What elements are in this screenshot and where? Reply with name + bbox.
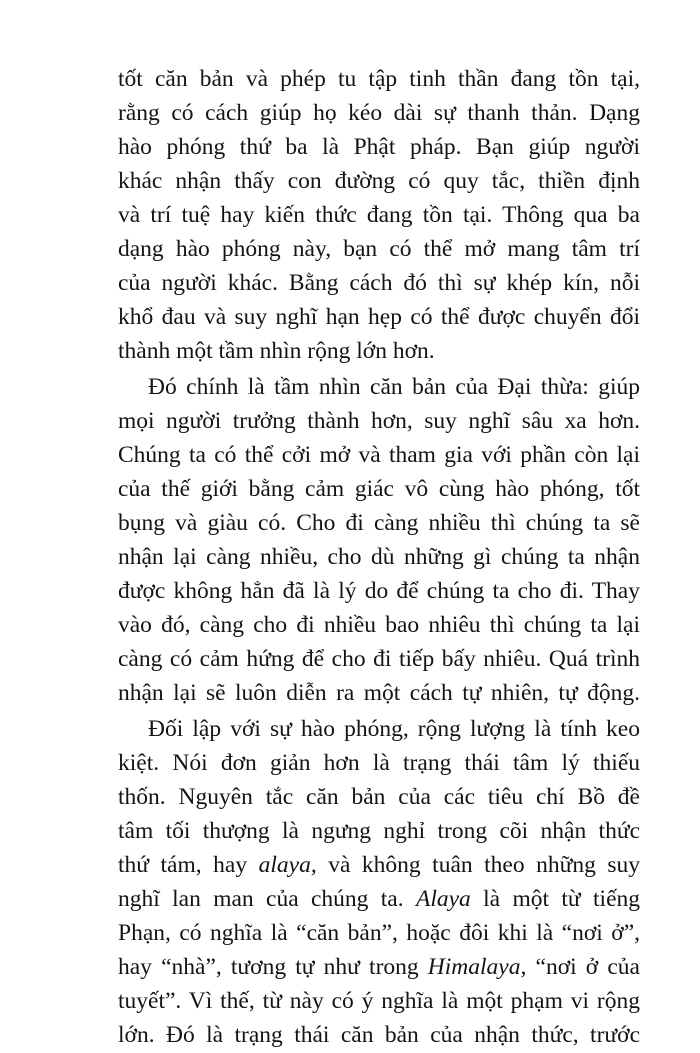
text-line: kiệt. Nói đơn giản hơn là trạng thái tâm lý thiếu — [118, 750, 640, 776]
text-line: của người khác. Bằng cách đó thì sự khép kín, nỗi — [118, 270, 640, 296]
paragraph-first-line: Đối lập với sự hào phóng, rộng lượng là tính keo — [148, 716, 640, 742]
text-line: khổ đau và suy nghĩ hạn hẹp có thể được chuyển đổi — [118, 304, 640, 330]
text-line: thành một tầm nhìn rộng lớn hơn. — [118, 338, 435, 364]
text-line: rằng có cách giúp họ kéo dài sự thanh thản. Dạng — [118, 100, 640, 126]
text-line: nhận lại càng nhiều, cho dù những gì chúng ta nhận — [118, 544, 640, 570]
text-line: hay “nhà”, tương tự như trong Himalaya, “nơi ở của — [118, 954, 640, 980]
text-line: Chúng ta có thể cởi mở và tham gia với phần còn lại — [118, 442, 640, 468]
text-line: tuyết”. Vì thế, từ này có ý nghĩa là một phạm vi rộng — [118, 988, 640, 1014]
text-line: và trí tuệ hay kiến thức đang tồn tại. Thông qua ba — [118, 202, 640, 228]
italic-term: alaya, — [258, 852, 317, 878]
text-line: càng có cảm hứng để cho đi tiếp bấy nhiêu. Quá trình — [118, 646, 640, 672]
text-line: dạng hào phóng này, bạn có thể mở mang tâm trí — [118, 236, 640, 262]
text-line: của thế giới bằng cảm giác vô cùng hào phóng, tốt — [118, 476, 640, 502]
text-line: tâm tối thượng là ngưng nghỉ trong cõi nhận thức — [118, 818, 640, 844]
text-line: nhận lại sẽ luôn diễn ra một cách tự nhiên, tự động. — [118, 680, 640, 706]
text-line: nghĩ lan man của chúng ta. Alaya là một từ tiếng — [118, 886, 640, 912]
text-line: tốt căn bản và phép tu tập tinh thần đang tồn tại, — [118, 66, 640, 92]
text-line: thốn. Nguyên tắc căn bản của các tiêu chí Bồ đề — [118, 784, 640, 810]
paragraph-first-line: Đó chính là tầm nhìn căn bản của Đại thừa: giúp — [148, 374, 640, 400]
text-line: mọi người trưởng thành hơn, suy nghĩ sâu xa hơn. — [118, 408, 640, 434]
text-line: bụng và giàu có. Cho đi càng nhiều thì chúng ta sẽ — [118, 510, 640, 536]
text-line: lớn. Đó là trạng thái căn bản của nhận thức, trước — [118, 1022, 640, 1048]
text-line: vào đó, càng cho đi nhiều bao nhiêu thì chúng ta lại — [118, 612, 640, 638]
text-line: hào phóng thứ ba là Phật pháp. Bạn giúp người — [118, 134, 640, 160]
text-line: thứ tám, hay alaya, và không tuân theo những suy — [118, 852, 641, 878]
text-line: khác nhận thấy con đường có quy tắc, thiền định — [118, 168, 640, 194]
text-line: Phạn, có nghĩa là “căn bản”, hoặc đôi khi là “nơi ở”, — [118, 920, 640, 946]
italic-term: Himalaya, — [427, 954, 527, 980]
text-line: được không hẳn đã là lý do để chúng ta cho đi. Thay — [118, 578, 640, 604]
italic-term: Alaya — [415, 886, 471, 912]
